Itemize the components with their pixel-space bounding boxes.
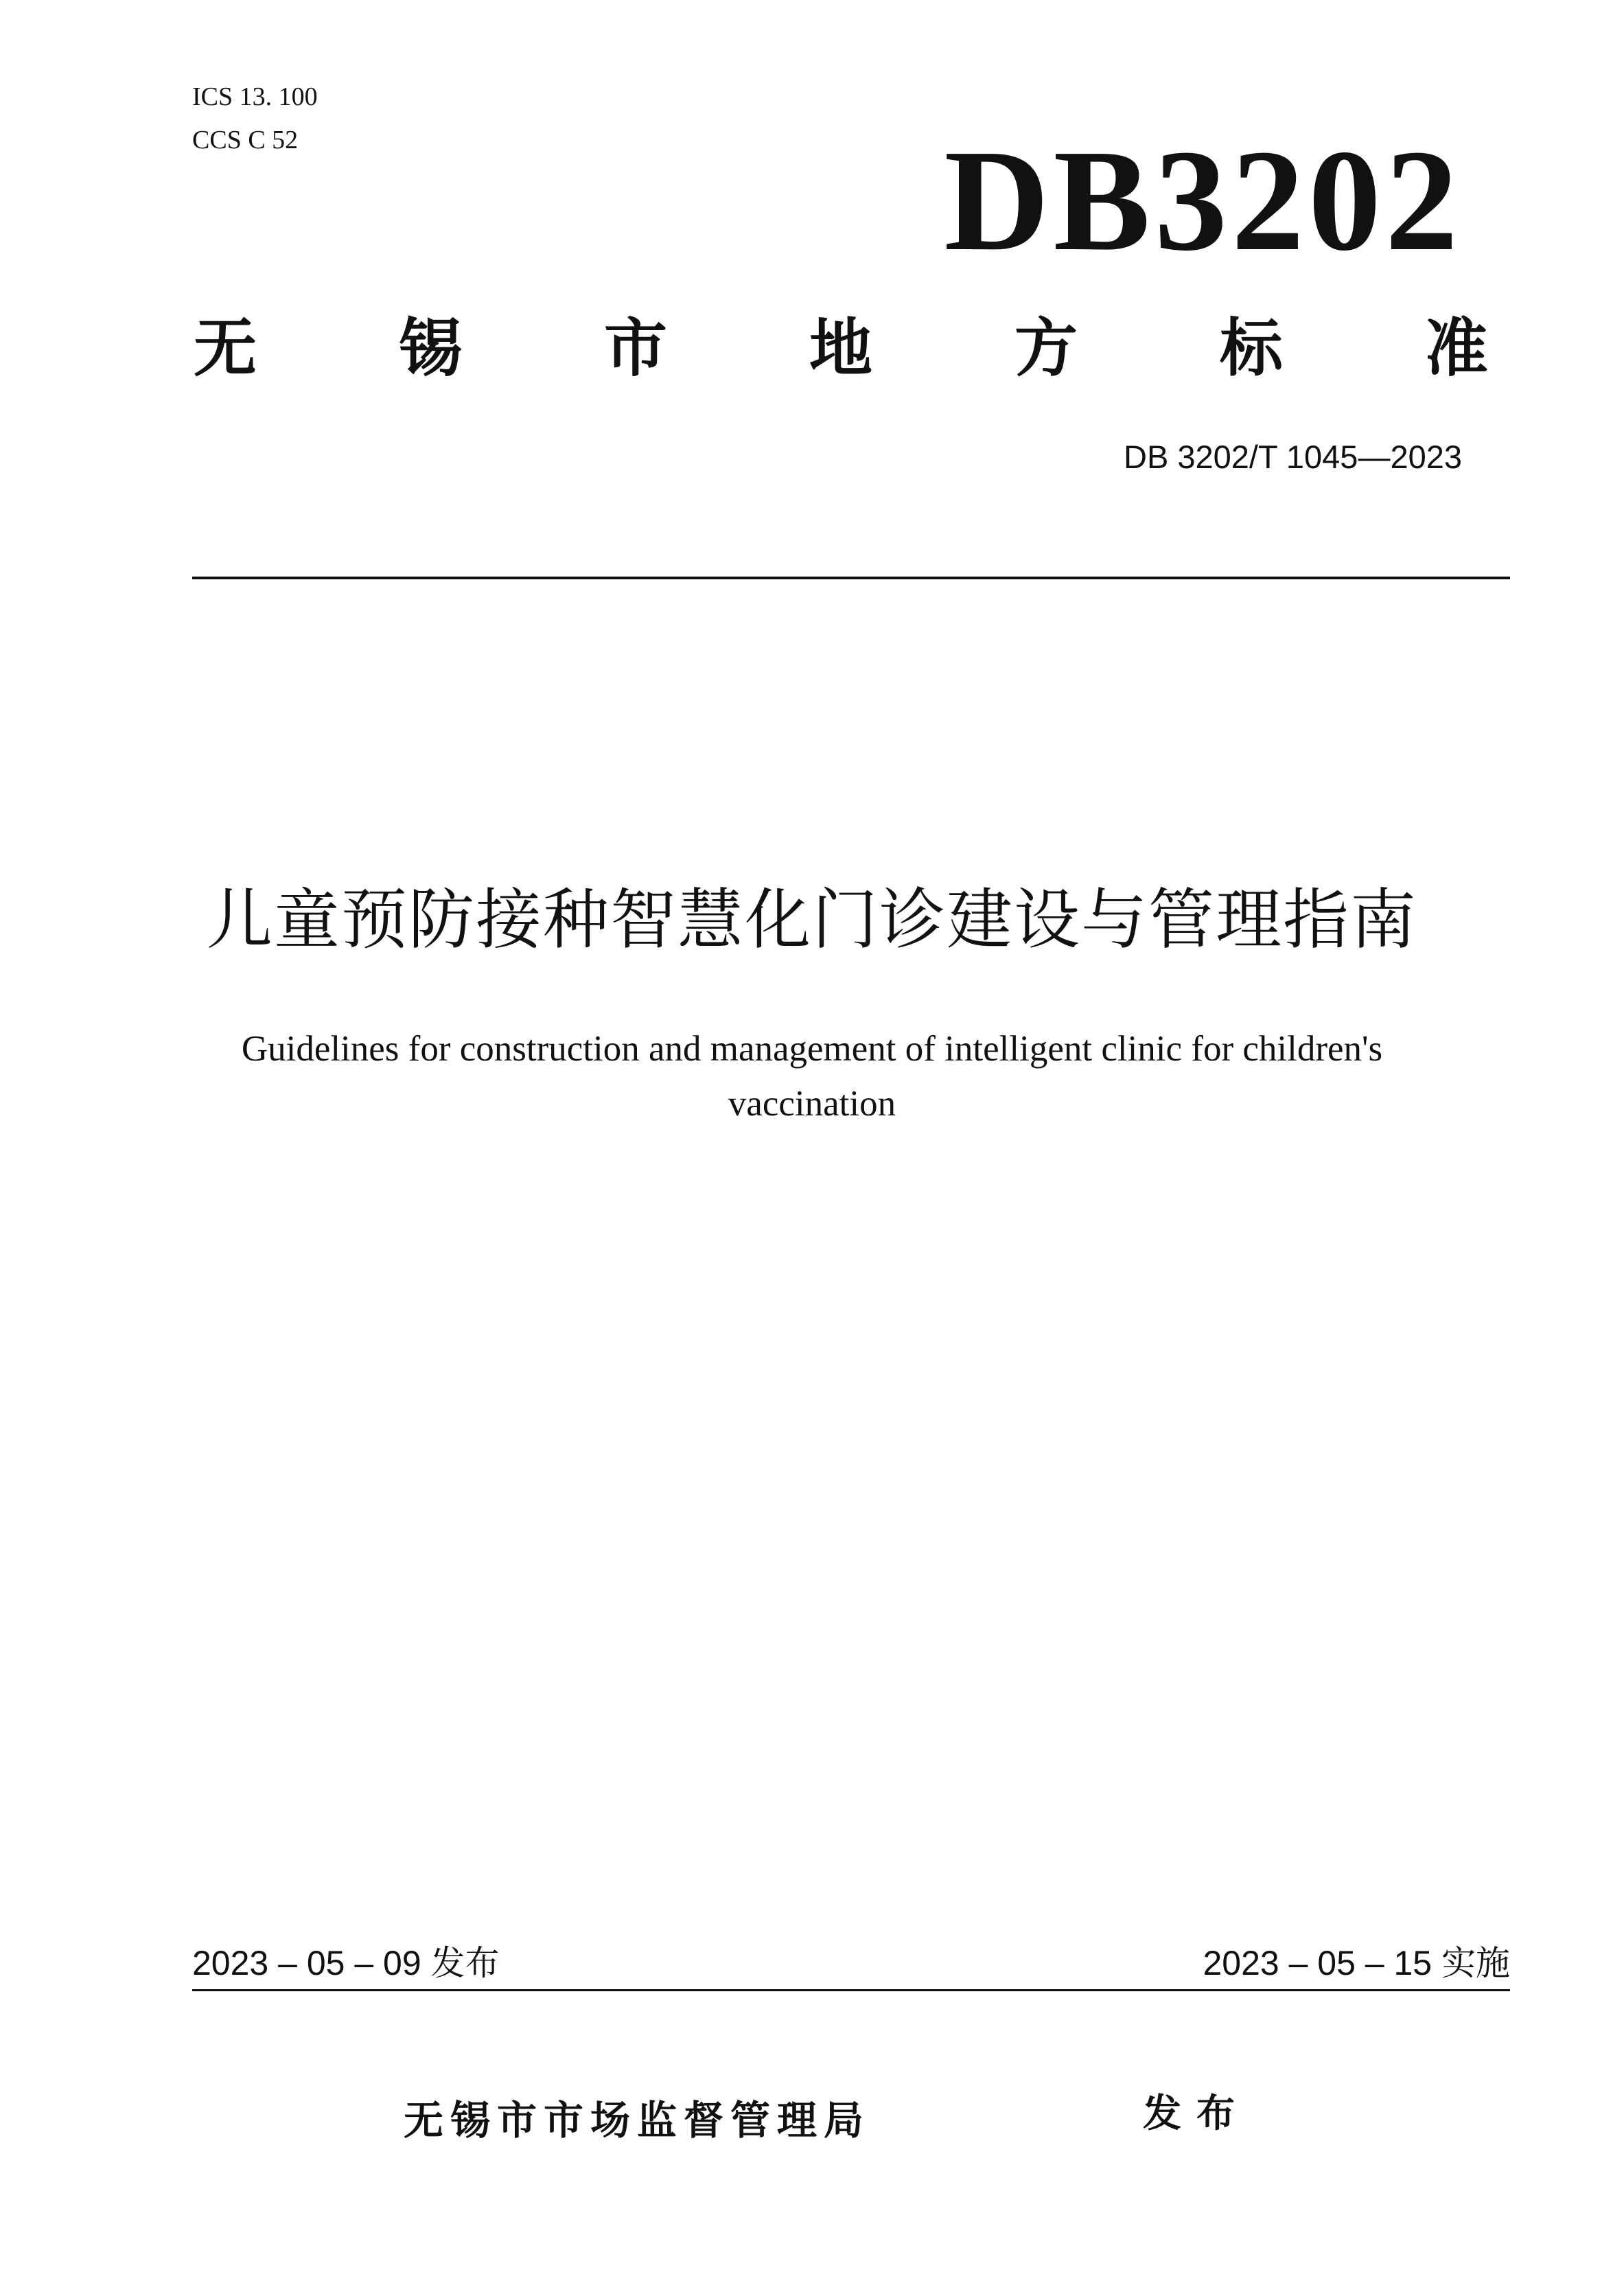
standard-type-char: 标 (1219, 312, 1283, 385)
title-english-line: Guidelines for construction and management of intelligent clinic for children's (241, 1029, 1383, 1069)
issue-date: 2023 – 05 – 09 发布 (192, 1944, 500, 1982)
standard-type-char: 地 (809, 312, 872, 385)
standard-number: DB 3202/T 1045—2023 (1124, 439, 1462, 475)
standard-type-char: 方 (1014, 312, 1078, 385)
header-divider (192, 577, 1510, 579)
standard-type (194, 312, 1488, 385)
implementation-date: 2023 – 05 – 15 实施 (1203, 1944, 1510, 1982)
footer-divider (192, 1989, 1510, 1991)
ics-code: ICS 13. 100 (192, 82, 318, 111)
issuing-authority: 无锡市市场监督管理局 (404, 2097, 871, 2144)
title-english (0, 1021, 1624, 1131)
ccs-code: CCS C 52 (192, 126, 299, 154)
issued-label: 发布 (1143, 2091, 1250, 2136)
standard-type-char: 锡 (398, 312, 462, 385)
standard-type-char: 准 (1424, 312, 1488, 385)
title-chinese: 儿童预防接种智慧化门诊建设与管理指南 (207, 881, 1417, 958)
standard-code: DB3202 (944, 119, 1462, 281)
title-english-line: vaccination (728, 1084, 896, 1124)
standard-type-char: 无 (194, 312, 257, 385)
standard-type-char: 市 (603, 312, 667, 385)
